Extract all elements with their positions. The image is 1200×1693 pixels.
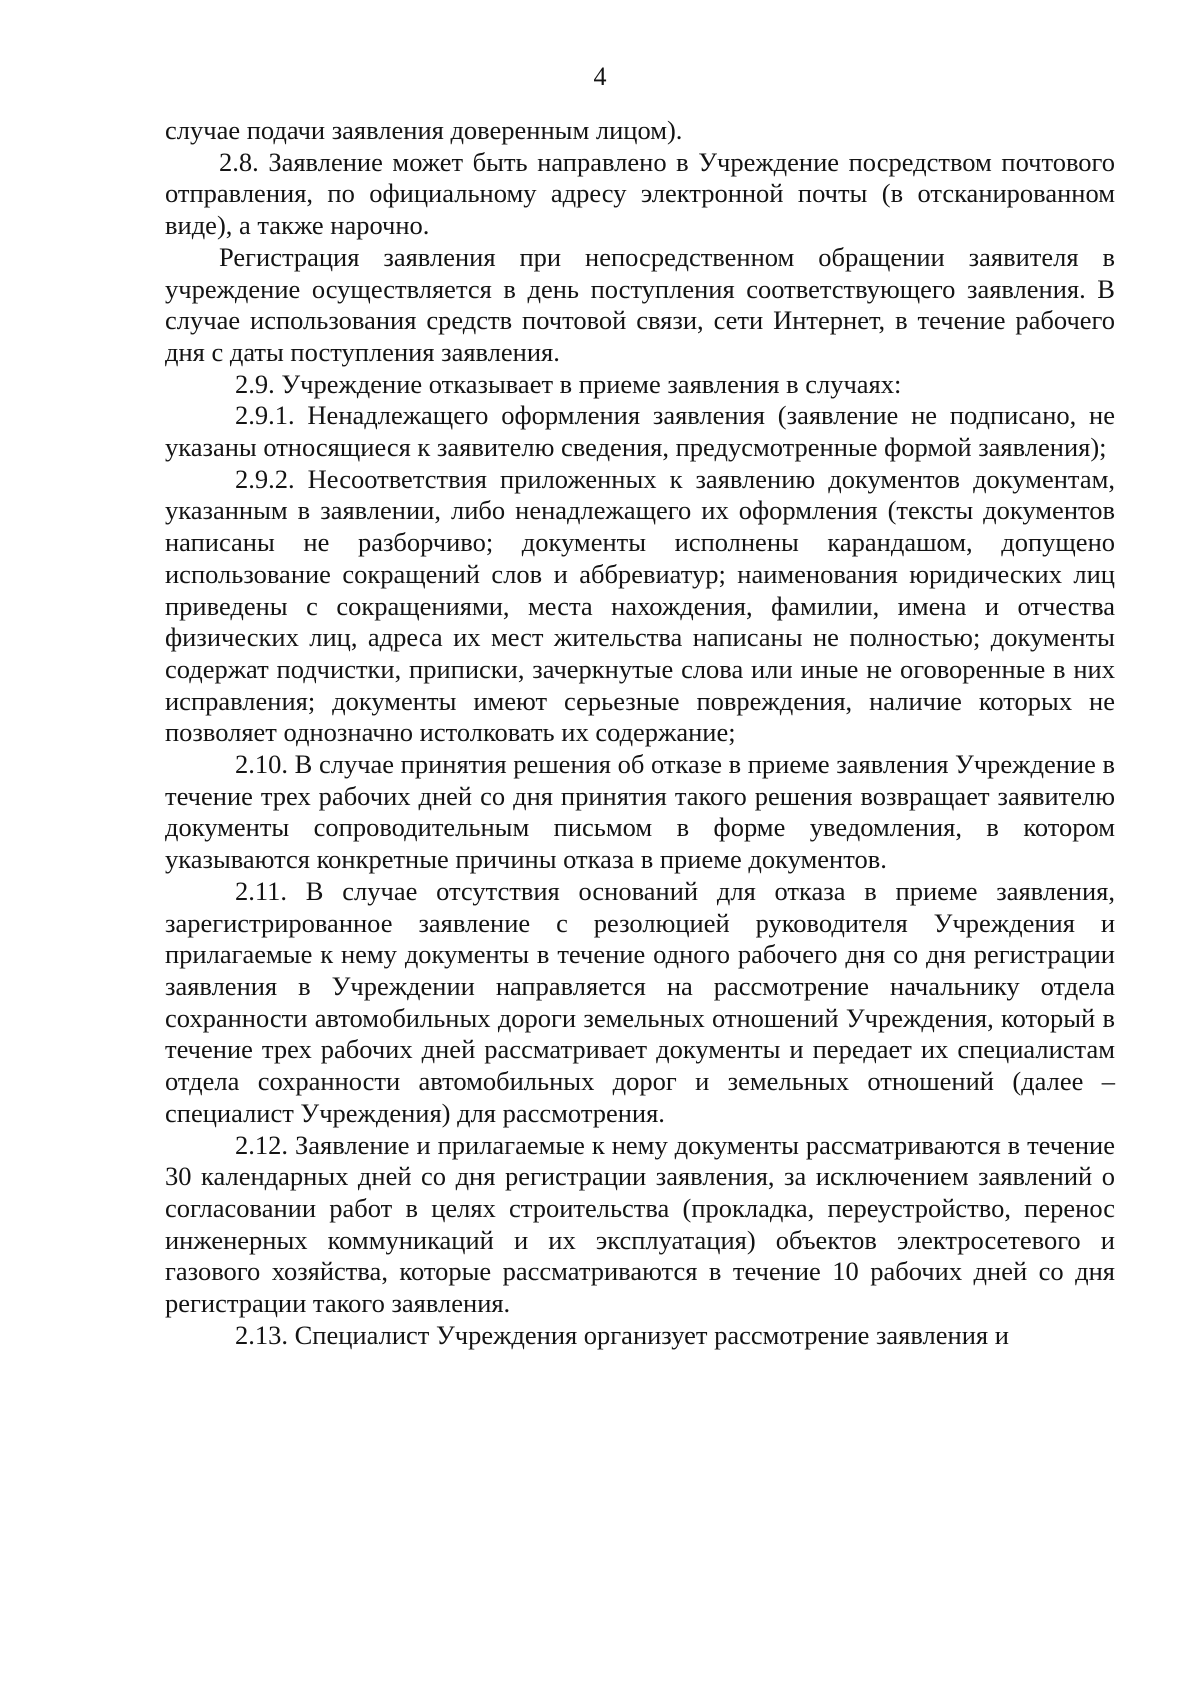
paragraph-registration: Регистрация заявления при непосредственном обращении заявителя в учреждение осуществляется в день поступления соответствующего заявления. В случае использования средств почтовой связи, сети Интернет, в течение рабочего дня с даты поступления заявления. <box>165 241 1115 367</box>
paragraph-2-12: 2.12. Заявление и прилагаемые к нему документы рассматриваются в течение 30 календарных дней со дня регистрации заявления, за исключением заявлений о согласовании работ в целях строительства (прокладка, переустройство, перенос инженерных коммуникаций и их эксплуатация) объектов электросетевого и газового хозяйства, которые рассматриваются в течение 10 рабочих дней со дня регистрации такого заявления. <box>165 1129 1115 1319</box>
paragraph-2-8: 2.8. Заявление может быть направлено в Учреждение посредством почтового отправления, по официальному адресу электронной почты (в отсканированном виде), а также нарочно. <box>165 146 1115 241</box>
paragraph-2-9-2: 2.9.2. Несоответствия приложенных к заявлению документов документам, указанным в заявлении, либо ненадлежащего их оформления (тексты документов написаны не разборчиво; документы исполнены карандашом, допущено использование сокращений слов и аббревиатур; наименования юридических лиц приведены с сокращениями, места нахождения, фамилии, имена и отчества физических лиц, адреса их мест жительства написаны не полностью; документы содержат подчистки, приписки, зачеркнутые слова или иные не оговоренные в них исправления; документы имеют серьезные повреждения, наличие которых не позволяет однозначно истолковать их содержание; <box>165 463 1115 748</box>
paragraph-2-11: 2.11. В случае отсутствия оснований для отказа в приеме заявления, зарегистрированное заявление с резолюцией руководителя Учреждения и прилагаемые к нему документы в течение одного рабочего дня со дня регистрации заявления в Учреждении направляется на рассмотрение начальнику отдела сохранности автомобильных дороги земельных отношений Учреждения, который в течение трех рабочих дней рассматривает документы и передает их специалистам отдела сохранности автомобильных дорог и земельных отношений (далее – специалист Учреждения) для рассмотрения. <box>165 875 1115 1128</box>
paragraph-2-9: 2.9. Учреждение отказывает в приеме заявления в случаях: <box>235 368 902 399</box>
document-body <box>165 115 1115 1351</box>
paragraph-2-10: 2.10. В случае принятия решения об отказе в приеме заявления Учреждение в течение трех рабочих дней со дня принятия такого решения возвращает заявителю документы сопроводительным письмом в форме уведомления, в котором указываются конкретные причины отказа в приеме документов. <box>165 749 1115 875</box>
page-number: 4 <box>593 62 607 91</box>
paragraph-2-13: 2.13. Специалист Учреждения организует рассмотрение заявления и <box>235 1319 1009 1350</box>
paragraph-continuation: случае подачи заявления доверенным лицом). <box>165 115 683 145</box>
paragraph-2-9-1: 2.9.1. Ненадлежащего оформления заявления (заявление не подписано, не указаны относящиеся к заявителю сведения, предусмотренные формой заявления); <box>165 400 1115 463</box>
